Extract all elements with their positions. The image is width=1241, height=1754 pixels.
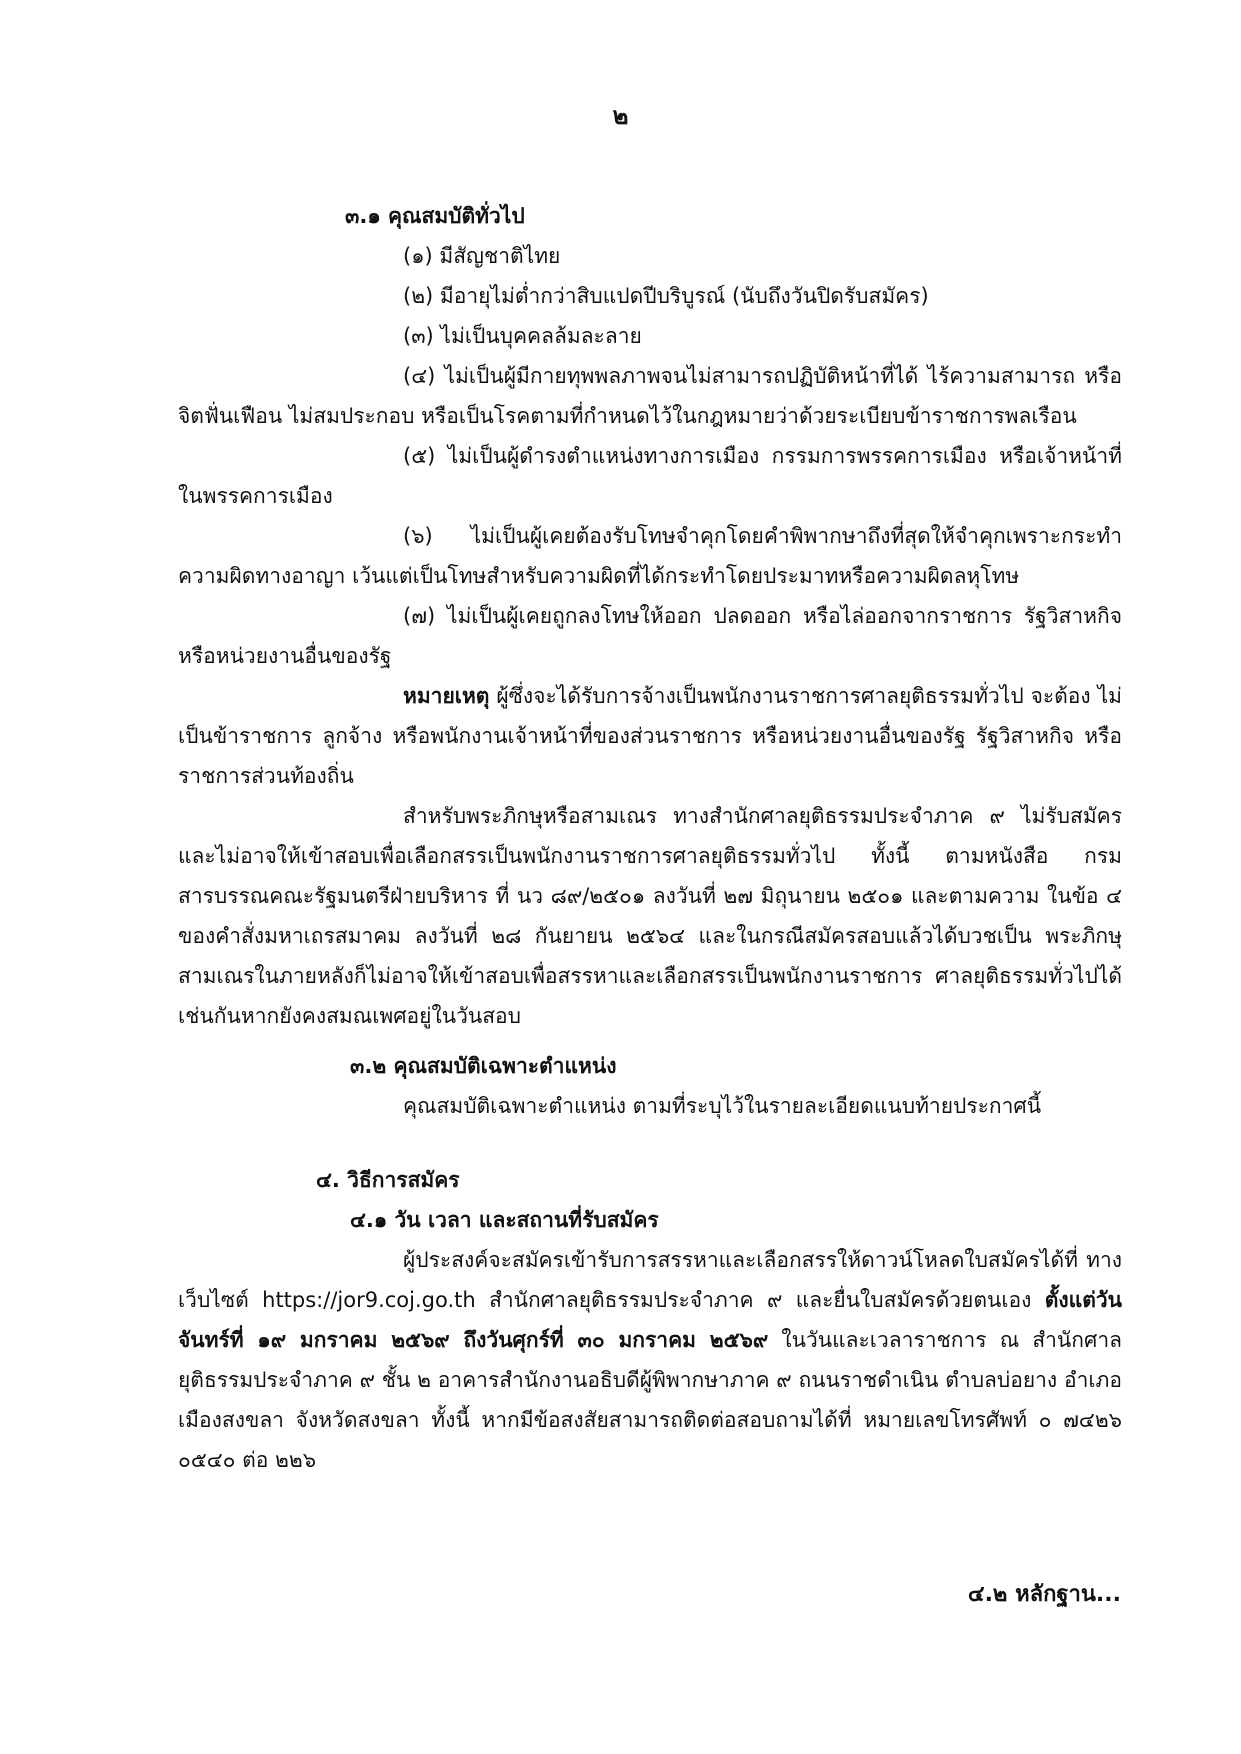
page-number: ๒ [612,102,629,130]
application-period: ตั้งแต่วันจันทร์ที่ ๑๙ มกราคม ๒๕๖๙ ถึงวันศุกร์ที่ ๓๐ มกราคม ๒๕๖๙ [178,1288,1122,1352]
qualification-item: (๖) ไม่เป็นผู้เคยต้องรับโทษจำคุกโดยคำพิพากษาถึงที่สุดให้จำคุกเพราะกระทำ ความผิดทางอาญา เว้นแต่เป็นโทษสำหรับความผิดที่ได้กระทำโดยประมาทหรือความผิดลหุโทษ [178,524,1122,588]
qualification-item: (๔) ไม่เป็นผู้มีกายทุพพลภาพจนไม่สามารถปฏิบัติหน้าที่ได้ ไร้ความสามารถ หรือจิตฟั่นเฟือน ไม่สมประกอบ หรือเป็นโรคตามที่กำหนดไว้ในกฎหมายว่าด้วยระเบียบข้าราชการพลเรือน [178,364,1122,428]
section-4-heading: ๔. วิธีการสมัคร [316,1168,460,1192]
note-text: ผู้ซึ่งจะได้รับการจ้างเป็นพนักงานราชการศาลยุติธรรมทั่วไป จะต้อง ไม่เป็นข้าราชการ ลูกจ้าง หรือพนักงานเจ้าหน้าที่ของส่วนราชการ หรือหน่วยงานอื่นของรัฐ รัฐวิสาหกิจ หรือราชการส่วนท้องถิ่น [178,684,1122,788]
section-3-2-text: คุณสมบัติเฉพาะตำแหน่ง ตามที่ระบุไว้ในรายละเอียดแนบท้ายประกาศนี้ [403,1094,1042,1118]
next-page-continuation: ๔.๒ หลักฐาน... [967,1582,1121,1607]
qualification-item: (๕) ไม่เป็นผู้ดำรงตำแหน่งทางการเมือง กรรมการพรรคการเมือง หรือเจ้าหน้าที่ ในพรรคการเมือง [178,444,1122,508]
note-label: หมายเหตุ [403,684,490,708]
qualification-item: (๗) ไม่เป็นผู้เคยถูกลงโทษให้ออก ปลดออก หรือไล่ออกจากราชการ รัฐวิสาหกิจ หรือหน่วยงานอื่นของรัฐ [178,604,1122,668]
section-3-2-heading: ๓.๒ คุณสมบัติเฉพาะตำแหน่ง [350,1054,617,1078]
qualification-item: (๑) มีสัญชาติไทย [403,244,561,268]
application-paragraph [178,1240,1122,1480]
application-text-end: ในวันและเวลาราชการ ณ สำนักศาลยุติธรรมประจำภาค ๙ ชั้น ๒ อาคารสำนักงานอธิบดีผู้พิพากษาภาค ๙ ถนนราชดำเนิน ตำบลบ่อยาง อำเภอเมืองสงขลา จังหวัดสงขลา ทั้งนี้ หากมีข้อสงสัยสามารถติดต่อสอบถามได้ที่ หมายเลขโทรศัพท์ ๐ ๗๔๒๖ ๐๕๔๐ ต่อ ๒๒๖ [178,1328,1122,1472]
section-3-1-heading: ๓.๑ คุณสมบัติทั่วไป [345,204,525,228]
document-body [178,196,1122,1480]
qualification-item: (๓) ไม่เป็นบุคคลล้มละลาย [403,324,642,348]
section-4-1-heading: ๔.๑ วัน เวลา และสถานที่รับสมัคร [350,1208,659,1232]
application-text-start: ผู้ประสงค์จะสมัครเข้ารับการสรรหาและเลือกสรรให้ดาวน์โหลดใบสมัครได้ที่ ทางเว็บไซต์ https://jor9.coj.go.th สำนักศาลยุติธรรมประจำภาค ๙ และยื่นใบสมัครด้วยตนเอง [178,1248,1122,1312]
monk-paragraph: สำหรับพระภิกษุหรือสามเณร ทางสำนักศาลยุติธรรมประจำภาค ๙ ไม่รับสมัคร และไม่อาจให้เข้าสอบเพื่อเลือกสรรเป็นพนักงานราชการศาลยุติธรรมทั่วไป ทั้งนี้ ตามหนังสือ กรมสารบรรณคณะรัฐมนตรีฝ่ายบริหาร ที่ นว ๘๙/๒๕๐๑ ลงวันที่ ๒๗ มิถุนายน ๒๕๐๑ และตามความ ในข้อ ๔ ของคำสั่งมหาเถรสมาคม ลงวันที่ ๒๘ กันยายน ๒๕๖๔ และในกรณีสมัครสอบแล้วได้บวชเป็น พระภิกษุ สามเณรในภายหลังก็ไม่อาจให้เข้าสอบเพื่อสรรหาและเลือกสรรเป็นพนักงานราชการ ศาลยุติธรรมทั่วไปได้เช่นกันหากยังคงสมณเพศอยู่ในวันสอบ [178,804,1123,1028]
qualification-item: (๒) มีอายุไม่ต่ำกว่าสิบแปดปีบริบูรณ์ (นับถึงวันปิดรับสมัคร) [403,284,929,308]
note-paragraph [178,676,1122,796]
